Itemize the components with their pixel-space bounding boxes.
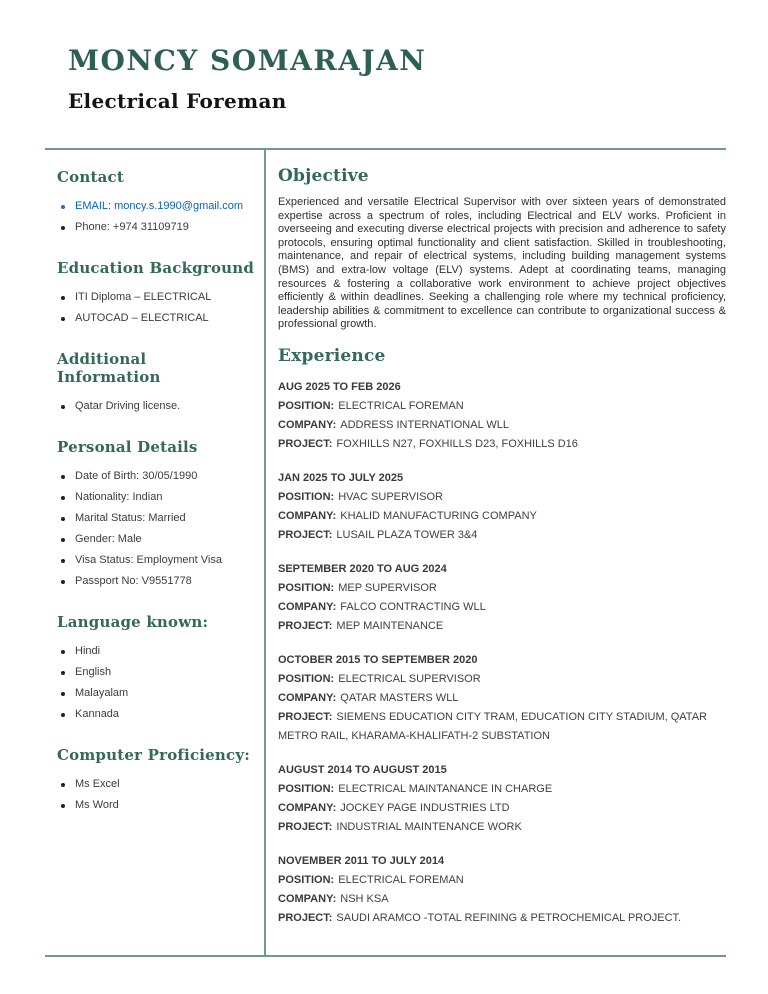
position-value: ELECTRICAL FOREMAN bbox=[338, 873, 464, 886]
objective-heading: Objective bbox=[278, 166, 369, 186]
job-position-line bbox=[278, 871, 726, 890]
job-position-line bbox=[278, 397, 726, 416]
project-value: LUSAIL PLAZA TOWER 3&4 bbox=[336, 528, 478, 541]
top-divider bbox=[45, 148, 726, 150]
sidebar-item-text: Passport No: V9551778 bbox=[75, 575, 192, 587]
bullet-icon bbox=[61, 559, 65, 563]
bottom-divider bbox=[45, 955, 726, 957]
resume-job-title: Electrical Foreman bbox=[68, 89, 287, 113]
job-project-line bbox=[278, 526, 726, 545]
job-entry bbox=[278, 761, 726, 837]
project-value: FOXHILLS N27, FOXHILLS D23, FOXHILLS D16 bbox=[336, 437, 578, 450]
list-item bbox=[61, 309, 255, 328]
email-link[interactable]: EMAIL: moncy.s.1990@gmail.com bbox=[75, 200, 244, 212]
position-value: ELECTRICAL MAINTANANCE IN CHARGE bbox=[338, 782, 553, 795]
job-entry bbox=[278, 852, 726, 928]
languages-section bbox=[57, 613, 255, 724]
company-value: ADDRESS INTERNATIONAL WLL bbox=[340, 418, 509, 431]
position-value: MEP SUPERVISOR bbox=[338, 581, 437, 594]
education-section bbox=[57, 259, 255, 328]
job-company-line bbox=[278, 507, 726, 526]
phone-item bbox=[61, 218, 255, 237]
position-label: POSITION: bbox=[278, 490, 335, 503]
sidebar-item-text: Date of Birth: 30/05/1990 bbox=[75, 470, 198, 482]
company-label: COMPANY: bbox=[278, 892, 337, 905]
company-value: KHALID MANUFACTURING COMPANY bbox=[340, 509, 537, 522]
sidebar-item-text: Malayalam bbox=[75, 687, 129, 699]
project-value: SAUDI ARAMCO -TOTAL REFINING & PETROCHEMICAL PROJECT. bbox=[336, 911, 682, 924]
sidebar-item-text: ITI Diploma – ELECTRICAL bbox=[75, 291, 212, 303]
job-entry bbox=[278, 651, 726, 746]
objective-text: Experienced and versatile Electrical Supervisor with over sixteen years of demonstrated expertise across a spectrum of roles, including Electrical and ELV works. Proficient in overseeing and executing diverse electrical projects with precision and adherence to safety protocols, ensuring optimal functionality and client satisfaction. Skilled in troubleshooting, maintenance, and repair of electrical systems, including building management systems (BMS) and extra-low voltage (ELV) systems. Adept at coordinating teams, managing resources & fostering a collaborative work environment to achieve project objectives efficiently & within deadlines. Seeking a challenging role where my technical proficiency, leadership abilities & commitment to excellence can contribute to organizational success & professional growth. bbox=[278, 196, 726, 331]
phone-text: Phone: +974 31109719 bbox=[75, 221, 189, 233]
position-label: POSITION: bbox=[278, 873, 335, 886]
list-item bbox=[61, 509, 255, 528]
list-item bbox=[61, 467, 255, 486]
list-item bbox=[61, 488, 255, 507]
job-period: AUGUST 2014 TO AUGUST 2015 bbox=[278, 763, 447, 776]
job-position-line bbox=[278, 488, 726, 507]
job-company-line bbox=[278, 416, 726, 435]
job-entry bbox=[278, 378, 726, 454]
education-heading: Education Background bbox=[57, 259, 255, 277]
bullet-icon bbox=[61, 804, 65, 808]
position-value: HVAC SUPERVISOR bbox=[338, 490, 443, 503]
bullet-icon bbox=[61, 317, 65, 321]
job-position-line bbox=[278, 579, 726, 598]
computer-proficiency-section bbox=[57, 746, 255, 815]
list-item bbox=[61, 530, 255, 549]
education-list bbox=[57, 288, 255, 328]
list-item bbox=[61, 663, 255, 682]
position-label: POSITION: bbox=[278, 399, 335, 412]
bullet-icon bbox=[61, 296, 65, 300]
main-content bbox=[278, 166, 726, 943]
personal-details-heading: Personal Details bbox=[57, 438, 198, 456]
bullet-icon bbox=[61, 783, 65, 787]
company-value: NSH KSA bbox=[340, 892, 389, 905]
position-label: POSITION: bbox=[278, 782, 335, 795]
list-item bbox=[61, 705, 255, 724]
experience-heading: Experience bbox=[278, 345, 386, 366]
bullet-icon bbox=[61, 650, 65, 654]
job-company-line bbox=[278, 799, 726, 818]
job-period: OCTOBER 2015 TO SEPTEMBER 2020 bbox=[278, 653, 478, 666]
bullet-icon bbox=[61, 580, 65, 584]
column-divider bbox=[264, 150, 266, 955]
job-project-line bbox=[278, 818, 726, 837]
bullet-icon bbox=[61, 496, 65, 500]
sidebar-item-text: Ms Excel bbox=[75, 778, 120, 790]
project-label: PROJECT: bbox=[278, 528, 333, 541]
job-company-line bbox=[278, 890, 726, 909]
bullet-icon bbox=[61, 226, 65, 230]
additional-info-list bbox=[57, 397, 255, 416]
list-item bbox=[61, 551, 255, 570]
job-project-line bbox=[278, 617, 726, 636]
contact-list bbox=[57, 197, 255, 237]
sidebar bbox=[57, 166, 255, 815]
sidebar-item-text: Nationality: Indian bbox=[75, 491, 163, 503]
project-label: PROJECT: bbox=[278, 710, 333, 723]
company-label: COMPANY: bbox=[278, 600, 337, 613]
sidebar-item-text: English bbox=[75, 666, 112, 678]
job-position-line bbox=[278, 670, 726, 689]
job-period: SEPTEMBER 2020 TO AUG 2024 bbox=[278, 562, 447, 575]
header bbox=[68, 44, 723, 113]
company-value: JOCKEY PAGE INDUSTRIES LTD bbox=[340, 801, 510, 814]
company-label: COMPANY: bbox=[278, 418, 337, 431]
project-label: PROJECT: bbox=[278, 911, 333, 924]
company-label: COMPANY: bbox=[278, 509, 337, 522]
job-project-line bbox=[278, 909, 726, 928]
list-item bbox=[61, 572, 255, 591]
additional-info-section bbox=[57, 350, 255, 416]
project-label: PROJECT: bbox=[278, 820, 333, 833]
list-item bbox=[61, 775, 255, 794]
project-value: MEP MAINTENANCE bbox=[336, 619, 444, 632]
bullet-icon bbox=[61, 713, 65, 717]
job-period: AUG 2025 TO FEB 2026 bbox=[278, 380, 401, 393]
contact-heading: Contact bbox=[57, 168, 124, 186]
position-label: POSITION: bbox=[278, 672, 335, 685]
job-period: JAN 2025 TO JULY 2025 bbox=[278, 471, 404, 484]
contact-section bbox=[57, 168, 255, 237]
list-item bbox=[61, 796, 255, 815]
computer-proficiency-list bbox=[57, 775, 255, 815]
list-item bbox=[61, 288, 255, 307]
sidebar-item-text: AUTOCAD – ELECTRICAL bbox=[75, 312, 209, 324]
list-item bbox=[61, 642, 255, 661]
position-value: ELECTRICAL FOREMAN bbox=[338, 399, 464, 412]
job-entry bbox=[278, 469, 726, 545]
job-period: NOVEMBER 2011 TO JULY 2014 bbox=[278, 854, 445, 867]
sidebar-item-text: Gender: Male bbox=[75, 533, 142, 545]
project-label: PROJECT: bbox=[278, 437, 333, 450]
bullet-icon bbox=[61, 205, 65, 209]
sidebar-item-text: Kannada bbox=[75, 708, 120, 720]
job-project-line bbox=[278, 435, 726, 454]
list-item bbox=[61, 684, 255, 703]
personal-details-section bbox=[57, 438, 255, 591]
list-item bbox=[61, 397, 255, 416]
position-label: POSITION: bbox=[278, 581, 335, 594]
sidebar-item-text: Qatar Driving license. bbox=[75, 400, 181, 412]
job-position-line bbox=[278, 780, 726, 799]
project-label: PROJECT: bbox=[278, 619, 333, 632]
company-value: FALCO CONTRACTING WLL bbox=[340, 600, 486, 613]
personal-details-list bbox=[57, 467, 255, 591]
project-value: INDUSTRIAL MAINTENANCE WORK bbox=[336, 820, 522, 833]
project-value: SIEMENS EDUCATION CITY TRAM, EDUCATION CITY STADIUM, QATAR METRO RAIL, KHARAMA-KHALIFATH-2 SUBSTATION bbox=[278, 710, 707, 742]
sidebar-item-text: Ms Word bbox=[75, 799, 119, 811]
sidebar-item-text: Marital Status: Married bbox=[75, 512, 186, 524]
sidebar-item-text: Visa Status: Employment Visa bbox=[75, 554, 222, 566]
bullet-icon bbox=[61, 692, 65, 696]
bullet-icon bbox=[61, 517, 65, 521]
position-value: ELECTRICAL SUPERVISOR bbox=[338, 672, 481, 685]
company-label: COMPANY: bbox=[278, 691, 337, 704]
job-company-line bbox=[278, 689, 726, 708]
email-item bbox=[61, 197, 255, 216]
company-value: QATAR MASTERS WLL bbox=[340, 691, 459, 704]
sidebar-item-text: Hindi bbox=[75, 645, 101, 657]
resume-name: MONCY SOMARAJAN bbox=[68, 44, 427, 77]
bullet-icon bbox=[61, 405, 65, 409]
job-entry bbox=[278, 560, 726, 636]
bullet-icon bbox=[61, 475, 65, 479]
bullet-icon bbox=[61, 671, 65, 675]
bullet-icon bbox=[61, 538, 65, 542]
job-project-line bbox=[278, 708, 726, 746]
languages-heading: Language known: bbox=[57, 613, 209, 631]
job-company-line bbox=[278, 598, 726, 617]
languages-list bbox=[57, 642, 255, 724]
additional-info-heading: Additional Information bbox=[57, 350, 161, 386]
computer-proficiency-heading: Computer Proficiency: bbox=[57, 746, 251, 764]
company-label: COMPANY: bbox=[278, 801, 337, 814]
